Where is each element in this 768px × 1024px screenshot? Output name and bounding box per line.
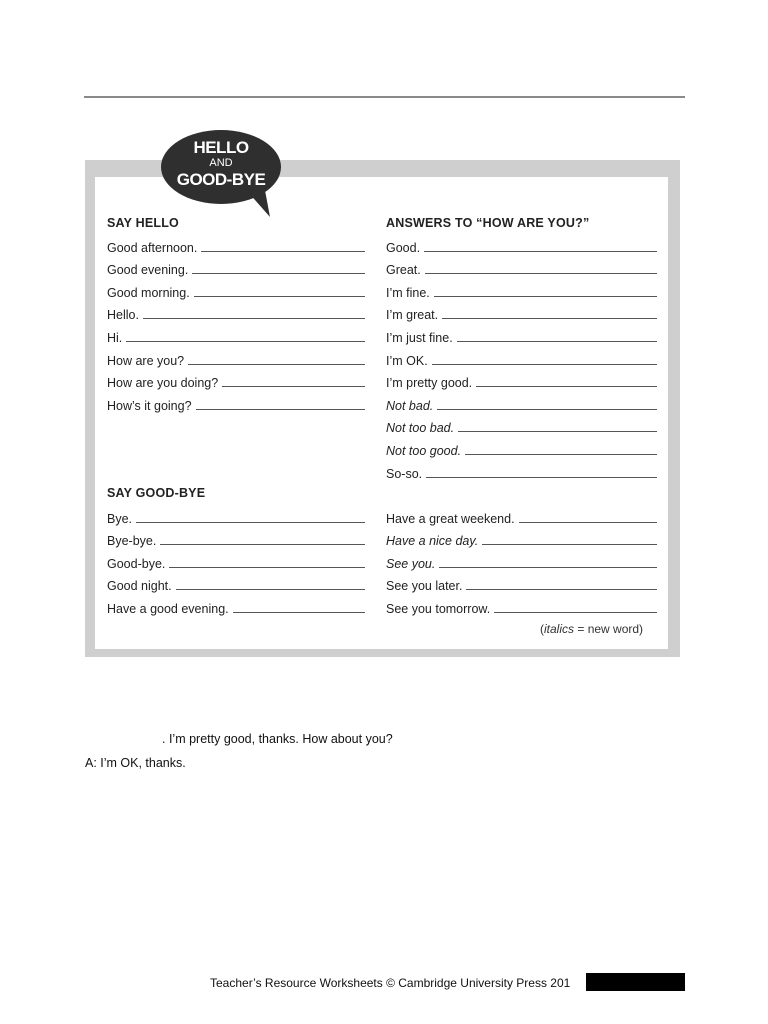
phrase-row bbox=[386, 593, 657, 616]
phrase-row bbox=[107, 548, 365, 571]
redaction-bar bbox=[586, 973, 685, 991]
say-goodbye-list bbox=[107, 503, 365, 616]
phrase-text: Hi. bbox=[107, 330, 123, 345]
phrase-text: Good evening. bbox=[107, 263, 189, 278]
answer-blank-line[interactable] bbox=[426, 477, 657, 478]
phrase-text: Not too good. bbox=[386, 443, 462, 458]
dialog-line-1: . I’m pretty good, thanks. How about you? bbox=[162, 732, 393, 746]
phrase-text: How are you doing? bbox=[107, 376, 219, 391]
phrase-text: See you tomorrow. bbox=[386, 601, 491, 616]
top-rule bbox=[84, 96, 685, 98]
phrase-text: See you. bbox=[386, 556, 436, 571]
phrase-row bbox=[386, 413, 657, 436]
phrase-row bbox=[386, 571, 657, 594]
phrase-row bbox=[107, 277, 365, 300]
answer-blank-line[interactable] bbox=[425, 273, 657, 274]
answer-blank-line[interactable] bbox=[458, 431, 657, 432]
phrase-text: I’m just fine. bbox=[386, 330, 453, 345]
phrase-text: Good-bye. bbox=[107, 556, 166, 571]
phrase-text: Bye-bye. bbox=[107, 534, 157, 549]
phrase-text: Have a good evening. bbox=[107, 601, 229, 616]
phrase-row bbox=[386, 300, 657, 323]
bubble-goodbye: GOOD-BYE bbox=[176, 170, 266, 189]
answer-blank-line[interactable] bbox=[194, 296, 365, 297]
legend-rest: = new word) bbox=[574, 622, 644, 636]
phrase-text: Good afternoon. bbox=[107, 240, 198, 255]
answer-blank-line[interactable] bbox=[519, 522, 657, 523]
phrase-text: Great. bbox=[386, 263, 421, 278]
answer-blank-line[interactable] bbox=[432, 364, 657, 365]
answer-blank-line[interactable] bbox=[222, 386, 365, 387]
phrase-row bbox=[386, 526, 657, 549]
phrase-text: Good night. bbox=[107, 579, 172, 594]
answer-blank-line[interactable] bbox=[188, 364, 365, 365]
phrase-row bbox=[107, 368, 365, 391]
phrase-text: Not bad. bbox=[386, 398, 434, 413]
answer-blank-line[interactable] bbox=[476, 386, 657, 387]
answers-list bbox=[386, 232, 657, 481]
phrase-row bbox=[386, 548, 657, 571]
phrase-row bbox=[386, 435, 657, 458]
phrase-text: I’m fine. bbox=[386, 285, 430, 300]
phrase-row bbox=[107, 345, 365, 368]
phrase-row bbox=[386, 503, 657, 526]
phrase-text: Good. bbox=[386, 240, 421, 255]
speech-bubble bbox=[160, 130, 282, 204]
answer-blank-line[interactable] bbox=[434, 296, 657, 297]
phrase-text: Bye. bbox=[107, 511, 133, 526]
say-goodbye-heading: SAY GOOD-BYE bbox=[107, 486, 206, 500]
answer-blank-line[interactable] bbox=[196, 409, 365, 410]
phrase-row bbox=[107, 322, 365, 345]
answer-blank-line[interactable] bbox=[143, 318, 365, 319]
phrase-row bbox=[386, 232, 657, 255]
phrase-row bbox=[386, 390, 657, 413]
phrase-row bbox=[386, 322, 657, 345]
legend-open: ( bbox=[540, 622, 544, 636]
answer-blank-line[interactable] bbox=[169, 567, 365, 568]
answer-blank-line[interactable] bbox=[466, 589, 657, 590]
italics-legend bbox=[540, 622, 643, 636]
phrase-text: How’s it going? bbox=[107, 398, 192, 413]
answer-blank-line[interactable] bbox=[457, 341, 657, 342]
phrase-text: Have a nice day. bbox=[386, 534, 479, 549]
answer-blank-line[interactable] bbox=[439, 567, 657, 568]
answer-blank-line[interactable] bbox=[176, 589, 365, 590]
answer-blank-line[interactable] bbox=[482, 544, 657, 545]
phrase-row bbox=[107, 593, 365, 616]
answers-heading: ANSWERS TO “HOW ARE YOU?” bbox=[386, 216, 590, 230]
bubble-hello: HELLO bbox=[193, 138, 249, 157]
say-hello-heading: SAY HELLO bbox=[107, 216, 179, 230]
phrase-row bbox=[107, 232, 365, 255]
closings-list bbox=[386, 503, 657, 616]
answer-blank-line[interactable] bbox=[437, 409, 657, 410]
answer-blank-line[interactable] bbox=[201, 251, 365, 252]
legend-italics: italics bbox=[544, 622, 575, 636]
phrase-text: Not too bad. bbox=[386, 421, 455, 436]
answer-blank-line[interactable] bbox=[424, 251, 657, 252]
footer-copyright: Teacher’s Resource Worksheets © Cambridge University Press 201 bbox=[210, 976, 571, 990]
phrase-row bbox=[107, 571, 365, 594]
answer-blank-line[interactable] bbox=[160, 544, 365, 545]
answer-blank-line[interactable] bbox=[192, 273, 365, 274]
phrase-row bbox=[107, 390, 365, 413]
answer-blank-line[interactable] bbox=[126, 341, 365, 342]
phrase-text: I’m great. bbox=[386, 308, 439, 323]
phrase-row bbox=[107, 255, 365, 278]
phrase-text: Hello. bbox=[107, 308, 139, 323]
phrase-text: I’m OK. bbox=[386, 353, 428, 368]
answer-blank-line[interactable] bbox=[442, 318, 657, 319]
say-hello-list bbox=[107, 232, 365, 413]
phrase-row bbox=[386, 368, 657, 391]
phrase-row bbox=[386, 458, 657, 481]
phrase-text: See you later. bbox=[386, 579, 463, 594]
phrase-text: So-so. bbox=[386, 466, 423, 481]
phrase-text: I’m pretty good. bbox=[386, 376, 473, 391]
answer-blank-line[interactable] bbox=[465, 454, 657, 455]
phrase-text: Have a great weekend. bbox=[386, 511, 515, 526]
bubble-and: AND bbox=[209, 157, 233, 169]
phrase-row bbox=[386, 277, 657, 300]
answer-blank-line[interactable] bbox=[136, 522, 365, 523]
speech-bubble-text bbox=[160, 139, 282, 188]
phrase-row bbox=[107, 503, 365, 526]
answer-blank-line[interactable] bbox=[233, 612, 365, 613]
dialog-line-2: A: I’m OK, thanks. bbox=[85, 756, 186, 770]
phrase-text: Good morning. bbox=[107, 285, 190, 300]
phrase-row bbox=[386, 345, 657, 368]
phrase-row bbox=[107, 300, 365, 323]
phrase-row bbox=[386, 255, 657, 278]
phrase-row bbox=[107, 526, 365, 549]
answer-blank-line[interactable] bbox=[494, 612, 657, 613]
phrase-text: How are you? bbox=[107, 353, 185, 368]
